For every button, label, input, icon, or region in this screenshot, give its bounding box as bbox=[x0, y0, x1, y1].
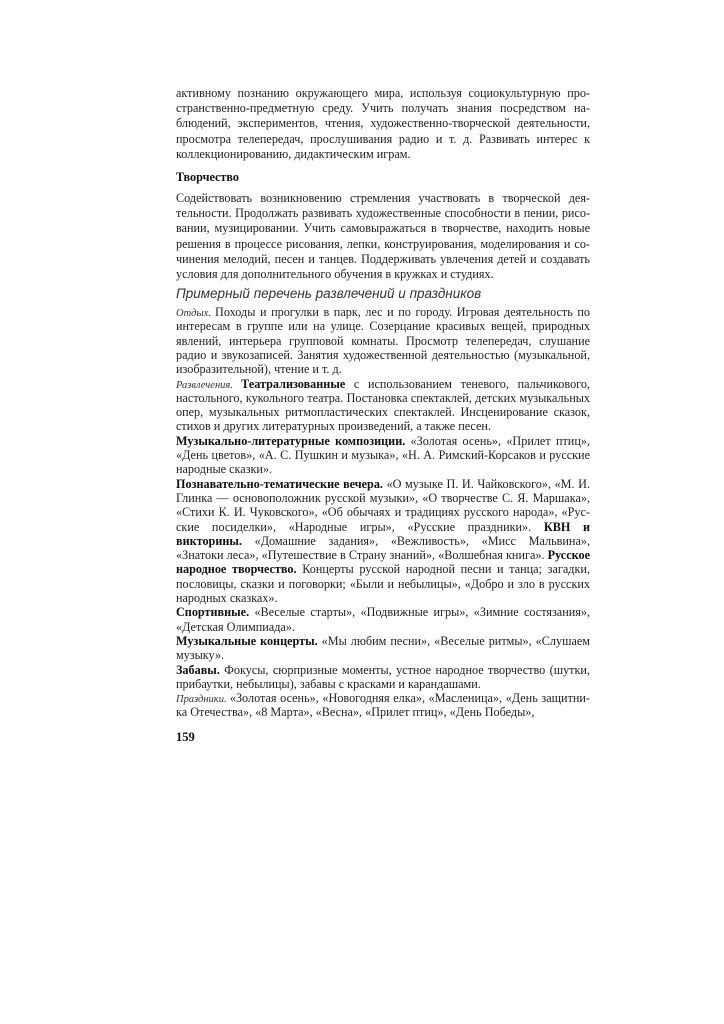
text-run: чинения мелодий, песен и танцев. Поддерживать увлечения детей и создавать bbox=[176, 252, 590, 266]
text-run: коллекционированию, дидактическим играм. bbox=[176, 147, 411, 161]
text-run: опер, музыкальных ритмопластических спектаклей. Инсценирование сказок, bbox=[176, 405, 590, 419]
bold-run: викторины. bbox=[176, 534, 242, 548]
text-line bbox=[176, 620, 590, 635]
text-run: условия для дополнительного обучения в кружках и студиях. bbox=[176, 267, 494, 281]
text-line bbox=[176, 534, 590, 549]
text-line bbox=[176, 505, 590, 520]
text-run: музыку». bbox=[176, 648, 225, 662]
text-run: «Детская Олимпиада». bbox=[176, 620, 295, 634]
text-run: Содействовать возникновению стремления участвовать в творческой дея- bbox=[176, 191, 590, 205]
text-line bbox=[176, 391, 590, 406]
text-line bbox=[176, 101, 590, 116]
text-line bbox=[176, 377, 590, 392]
text-run: «Знатоки леса», «Путешествие в Страну знаний», «Волшебная книга». bbox=[176, 548, 548, 562]
italic-label: Отдых. bbox=[176, 308, 216, 319]
text-run: настольного, кукольного театра. Постановка спектаклей, детских музыкальных bbox=[176, 391, 590, 405]
text-line bbox=[176, 434, 590, 449]
text-line bbox=[176, 319, 590, 334]
bold-run: Русское bbox=[547, 548, 590, 562]
bold-run: Спортивные. bbox=[176, 605, 250, 619]
text-line bbox=[176, 267, 590, 282]
text-run: пословицы, сказки и поговорки; «Были и небылицы», «Добро и зло в русских bbox=[176, 577, 590, 591]
text-run: изобразительной), чтение и т. д. bbox=[176, 362, 342, 376]
text-run: интересам в группе или на улице. Созерцание красивых вещей, природных bbox=[176, 319, 590, 333]
text-run: радио и звукозаписей. Занятия художественной деятельностью (музыкальной, bbox=[176, 348, 590, 362]
text-line bbox=[176, 305, 590, 320]
text-run: ские посиделки», «Народные игры», «Русские праздники». bbox=[176, 520, 544, 534]
text-line bbox=[176, 348, 590, 363]
text-line bbox=[176, 548, 590, 563]
bold-run: Забавы. bbox=[176, 663, 220, 677]
text-run: с использованием теневого, пальчикового, bbox=[345, 377, 590, 391]
text-run: Фокусы, сюрпризные моменты, устное народное творчество (шутки, bbox=[219, 663, 590, 677]
text-run: прибаутки, небылицы), забавы с красками и карандашами. bbox=[176, 677, 481, 691]
text-line bbox=[176, 591, 590, 606]
text-line bbox=[176, 237, 590, 252]
bold-run: Музыкально-литературные композиции. bbox=[176, 434, 406, 448]
text-line bbox=[176, 86, 590, 101]
text-run: народных сказках». bbox=[176, 591, 278, 605]
text-run: Глинка — основоположник русской музыки», «О творчестве С. Я. Маршака», bbox=[176, 491, 590, 505]
text-run: «Золотая осень», «Прилет птиц», bbox=[405, 434, 590, 448]
text-run: «Мы любим песни», «Веселые ритмы», «Слушаем bbox=[317, 634, 590, 648]
text-run: ка Отечества», «8 Марта», «Весна», «Прилет птиц», «День Победы», bbox=[176, 705, 535, 719]
text-line bbox=[176, 419, 590, 434]
text-line bbox=[176, 334, 590, 349]
text-line bbox=[176, 605, 590, 620]
text-run: вании, музицировании. Учить самовыражаться в творчестве, находить новые bbox=[176, 221, 590, 235]
bold-run: Познавательно-тематические вечера. bbox=[176, 477, 383, 491]
text-run: «Золотая осень», «Новогодняя елка», «Масленица», «День защитни- bbox=[229, 691, 590, 705]
text-line bbox=[176, 191, 590, 206]
italic-label: Праздники. bbox=[176, 694, 230, 705]
text-run: активному познанию окружающего мира, используя социокультурную про- bbox=[176, 86, 590, 100]
text-run: «Веселые старты», «Подвижные игры», «Зимние состязания», bbox=[249, 605, 590, 619]
text-line bbox=[176, 116, 590, 131]
text-run: стихов и других литературных произведений, а также песен. bbox=[176, 419, 491, 433]
text-line bbox=[176, 405, 590, 420]
text-line bbox=[176, 132, 590, 147]
text-line bbox=[176, 252, 590, 267]
bold-run: КВН и bbox=[543, 520, 590, 534]
text-line bbox=[176, 562, 590, 577]
text-run: Походы и прогулки в парк, лес и по городу. Игровая деятельность по bbox=[215, 305, 590, 319]
text-run: решения в процессе рисования, лепки, конструирования, моделирования и со- bbox=[176, 237, 590, 251]
text-run: «Стихи К. И. Чуковского», «Об обычаях и традициях русского народа», «Рус- bbox=[176, 505, 590, 519]
text-line bbox=[176, 663, 590, 678]
text-line bbox=[176, 147, 590, 162]
text-run: «О музыке П. И. Чайковского», «М. И. bbox=[382, 477, 590, 491]
text-line bbox=[176, 477, 590, 492]
text-run: явлений, интерьера групповой комнаты. Просмотр телепередач, слушание bbox=[176, 334, 590, 348]
text-line bbox=[176, 577, 590, 592]
text-line bbox=[176, 206, 590, 221]
text-line bbox=[176, 221, 590, 236]
text-line bbox=[176, 520, 590, 535]
bold-run: народное творчество. bbox=[176, 562, 297, 576]
text-run: тельности. Продолжать развивать художественные способности в пении, рисо- bbox=[176, 206, 590, 220]
page-number: 159 bbox=[176, 730, 195, 744]
text-line bbox=[176, 705, 590, 720]
text-line bbox=[176, 362, 590, 377]
text-line bbox=[176, 691, 590, 706]
bold-run: Театрализованные bbox=[241, 377, 346, 391]
section-heading-entertainment-list: Примерный перечень развлечений и праздников bbox=[176, 286, 482, 301]
text-run: странственно-предметную среду. Учить получать знания посредством на- bbox=[176, 101, 590, 115]
text-run: «День цветов», «А. С. Пушкин и музыка», «Н. А. Римский-Корсаков и русские bbox=[176, 448, 590, 462]
text-run: Концерты русской народной песни и танца; загадки, bbox=[296, 562, 590, 576]
italic-label: Развлечения. bbox=[176, 380, 242, 391]
text-line bbox=[176, 491, 590, 506]
text-run: народные сказки». bbox=[176, 462, 273, 476]
text-line bbox=[176, 462, 590, 477]
text-line bbox=[176, 648, 590, 663]
text-run: блюдений, экспериментов, чтения, художественно-творческой деятельности, bbox=[176, 116, 590, 130]
text-run: просмотра телепередач, прослушивания радио и т. д. Развивать интерес к bbox=[176, 132, 590, 146]
section-heading-creativity: Творчество bbox=[176, 170, 240, 184]
text-line bbox=[176, 448, 590, 463]
text-line bbox=[176, 634, 590, 649]
text-line bbox=[176, 677, 590, 692]
text-run: «Домашние задания», «Вежливость», «Мисс Мальвина», bbox=[241, 534, 590, 548]
bold-run: Музыкальные концерты. bbox=[176, 634, 318, 648]
